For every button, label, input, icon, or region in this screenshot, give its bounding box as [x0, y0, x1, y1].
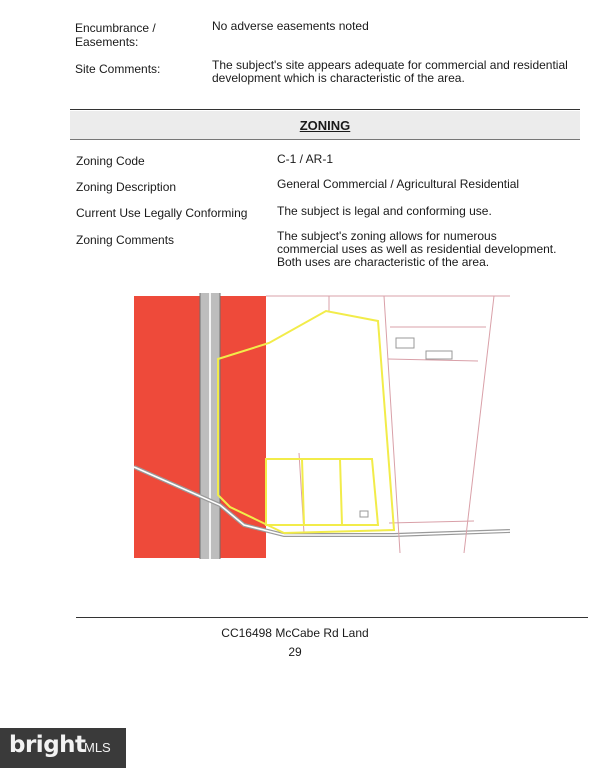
site-comments-value — [212, 59, 568, 85]
logo-brand: bright — [9, 732, 86, 758]
site-comments-label: Site Comments: — [75, 62, 161, 76]
zoning-header-band — [70, 111, 580, 139]
zoning-description-value: General Commercial / Agricultural Residential — [277, 177, 520, 191]
zoning-comments-label: Zoning Comments — [76, 233, 175, 247]
zoning-code-value: C-1 / AR-1 — [277, 152, 334, 166]
zoning-heading: ZONING — [299, 118, 351, 133]
current-use-value: The subject is legal and conforming use. — [277, 204, 492, 218]
logo-mls: MLS — [84, 740, 111, 755]
zoning-comments-line1: The subject's zoning allows for numerous — [277, 229, 497, 243]
encumbrance-label — [75, 21, 156, 49]
zoning-comments-value — [277, 230, 556, 269]
section-divider-top — [70, 109, 580, 110]
zoning-comments-line3: Both uses are characteristic of the area. — [277, 255, 490, 269]
footer-divider — [76, 617, 588, 618]
encumbrance-label-line2: Easements: — [75, 35, 139, 49]
encumbrance-value: No adverse easements noted — [212, 19, 369, 33]
current-use-label: Current Use Legally Conforming — [76, 206, 248, 220]
site-comments-line1: The subject's site appears adequate for commercial and residential — [212, 58, 568, 72]
bright-mls-logo — [0, 728, 126, 768]
footer-property-name: CC16498 McCabe Rd Land — [221, 626, 369, 640]
zoning-description-label: Zoning Description — [76, 180, 177, 194]
footer-page-number: 29 — [288, 645, 302, 659]
zoning-code-label: Zoning Code — [76, 154, 145, 168]
zoning-map — [134, 293, 510, 559]
zoning-header-underline — [70, 139, 580, 140]
zoning-comments-line2: commercial uses as well as residential development. — [277, 242, 557, 256]
encumbrance-label-line1: Encumbrance / — [75, 21, 156, 35]
site-comments-line2: development which is characteristic of the area. — [212, 71, 465, 85]
